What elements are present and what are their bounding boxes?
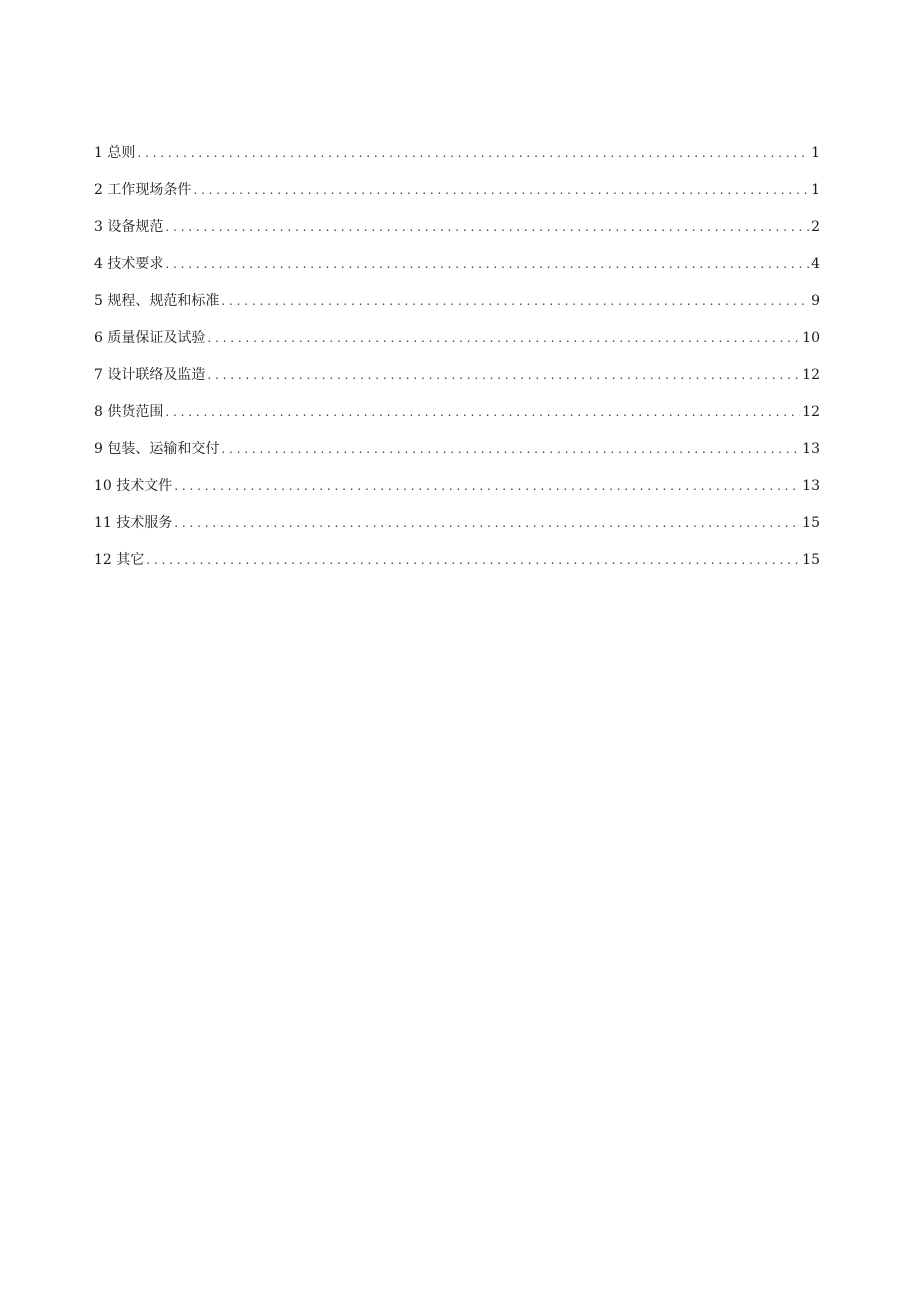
toc-entry[interactable]: [94, 216, 820, 253]
toc-dot-leader: [165, 401, 800, 423]
toc-entry-page: 1: [811, 145, 820, 161]
table-of-contents: [94, 142, 820, 586]
toc-entry-title: 8 供货范围: [94, 404, 164, 420]
toc-dot-leader: [165, 216, 809, 238]
toc-dot-leader: [174, 475, 800, 497]
toc-entry-title: 6 质量保证及试验: [94, 330, 206, 346]
toc-entry[interactable]: [94, 549, 820, 586]
toc-entry[interactable]: [94, 142, 820, 179]
toc-entry-page: 15: [802, 515, 820, 531]
toc-dot-leader: [221, 438, 800, 460]
toc-dot-leader: [146, 549, 800, 571]
toc-dot-leader: [137, 142, 809, 164]
toc-entry-title: 3 设备规范: [94, 219, 164, 235]
toc-dot-leader: [207, 327, 800, 349]
toc-entry-title: 1 总则: [94, 145, 136, 161]
toc-entry-page: 13: [802, 441, 820, 457]
toc-dot-leader: [207, 364, 800, 386]
toc-entry-page: 10: [802, 330, 820, 346]
toc-entry-title: 2 工作现场条件: [94, 182, 192, 198]
toc-entry-page: 12: [802, 404, 820, 420]
toc-entry-page: 15: [802, 552, 820, 568]
toc-entry[interactable]: [94, 512, 820, 549]
toc-entry[interactable]: [94, 327, 820, 364]
toc-entry-title: 7 设计联络及监造: [94, 367, 206, 383]
toc-entry[interactable]: [94, 253, 820, 290]
toc-entry-page: 4: [811, 256, 820, 272]
toc-dot-leader: [221, 290, 809, 312]
toc-entry[interactable]: [94, 290, 820, 327]
toc-entry-title: 10 技术文件: [94, 478, 173, 494]
toc-entry-title: 12 其它: [94, 552, 145, 568]
toc-dot-leader: [193, 179, 809, 201]
toc-dot-leader: [165, 253, 809, 275]
toc-entry-title: 9 包装、运输和交付: [94, 441, 220, 457]
toc-entry-page: 12: [802, 367, 820, 383]
toc-entry-page: 13: [802, 478, 820, 494]
toc-entry-title: 5 规程、规范和标准: [94, 293, 220, 309]
toc-entry-page: 1: [811, 182, 820, 198]
toc-entry-page: 2: [811, 219, 820, 235]
toc-entry[interactable]: [94, 364, 820, 401]
toc-entry-title: 11 技术服务: [94, 515, 173, 531]
toc-entry-title: 4 技术要求: [94, 256, 164, 272]
toc-entry[interactable]: [94, 438, 820, 475]
toc-entry[interactable]: [94, 401, 820, 438]
toc-dot-leader: [174, 512, 800, 534]
toc-entry[interactable]: [94, 475, 820, 512]
toc-entry-page: 9: [811, 293, 820, 309]
toc-entry[interactable]: [94, 179, 820, 216]
